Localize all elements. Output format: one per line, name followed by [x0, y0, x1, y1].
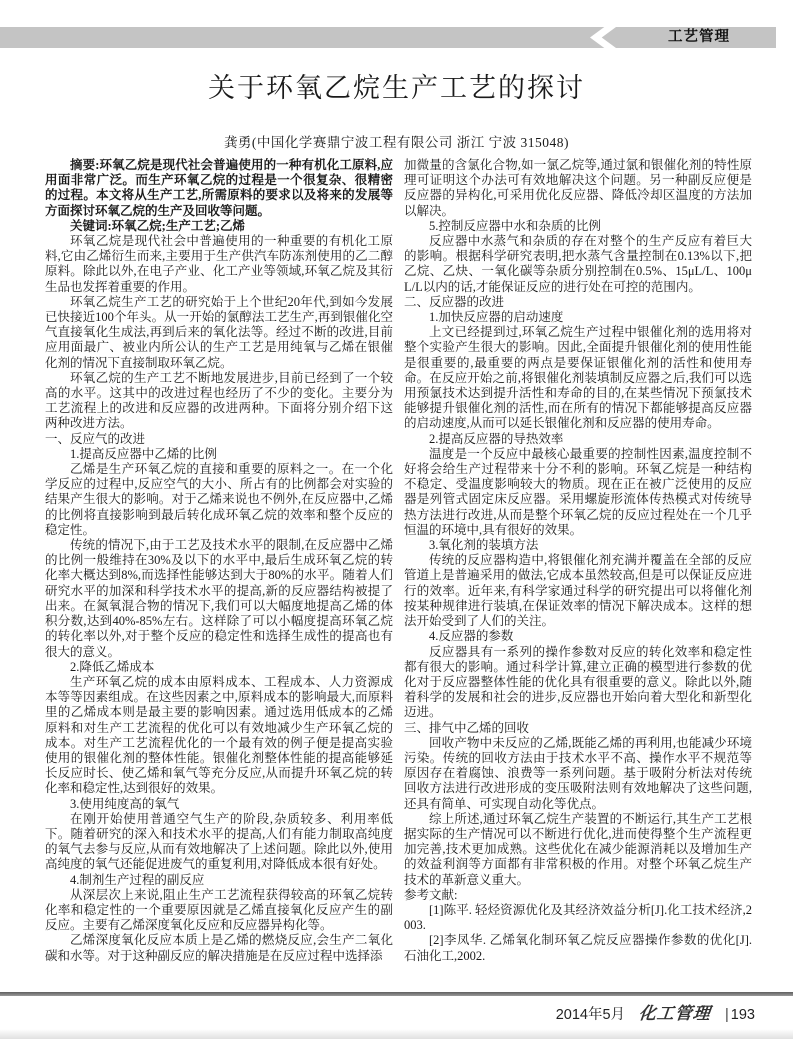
paragraph: 上文已经提到过,环氧乙烷生产过程中银催化剂的选用将对整个实验产生很大的影响。因此,全面提升银催化剂的使用性能是很重要的,最重要的两点是要保证银催化剂的活性和使用寿命。在反应开始之前,将银催化剂装填制反应器之后,我们可以选用预氯技术达到提升活性和寿命的目的,在某些情况下预氯技术能够提升银催化剂的活性,而在所有的情况下都能够提高反应器的启动速度,从而可以延长银催化剂和反应器的使用寿命。 [404, 325, 752, 431]
page-number-group [725, 1007, 755, 1023]
left-column [45, 158, 393, 964]
paragraph: 乙烯是生产环氧乙烷的直接和重要的原料之一。在一个化学反应的过程中,反应空气的大小、所占有的比例都会对实验的结果产生很大的影响。对于乙烯来说也不例外,在反应器中,乙烯的比例将直接影响到最后转化成环氧乙烷的效率和整个反应的稳定性。 [45, 462, 393, 537]
footer-date: 2014年5月 [555, 1007, 626, 1023]
paragraph: 加微量的含氯化合物,如一氯乙烷等,通过氯和银催化剂的特性原理可证明这个办法可有效地解决这个问题。另一种副反应便是反应器的异构化,可采用优化反应器、降低冷却区温度的方法加以解决。 [404, 158, 752, 218]
paragraph: 反应器中水蒸气和杂质的存在对整个的生产反应有着巨大的影响。根据科学研究表明,把水蒸气含量控制在0.13%以下,把乙烷、乙炔、一氧化碳等杂质分别控制在0.5%、15μL/L、100μL/L以内的话,才能保证反应的进行处在可控的范围内。 [404, 234, 752, 294]
paragraph: 温度是一个反应中最核心最重要的控制性因素,温度控制不好将会给生产过程带来十分不利的影响。环氧乙烷是一种结构不稳定、受温度影响较大的物质。现在正在被广泛使用的反应器是列管式固定床反应器。采用螺旋形流体传热模式对传统导热方法进行改进,从而是整个环氧乙烷的反应过程处在一个几乎恒温的环境中,具有很好的效果。 [404, 446, 752, 537]
subsection-heading: 4.制剂生产过程的副反应 [70, 872, 205, 887]
paragraph: 在刚开始使用普通空气生产的阶段,杂质较多、利用率低下。随着研究的深入和技术水平的提高,人们有能力制取高纯度的氧气去参与反应,从而有效地解决了上述问题。除此以外,使用高纯度的氧气还能促进废气的重复利用,对降低成本很有好处。 [45, 811, 393, 872]
footer-separator: | [725, 1007, 729, 1023]
page-footer [556, 999, 755, 1024]
paragraph: 综上所述,通过环氧乙烷生产装置的不断运行,其生产工艺根据实际的生产情况可以不断进行优化,进而使得整个生产流程更加完善,技术更加成熟。这些优化在减少能源消耗以及增加生产的效益利润等方面都有非常积极的作用。对整个环氧乙烷生产技术的革新意义重大。 [404, 811, 752, 887]
subsection-heading: 1.提高反应器中乙烯的比例 [70, 446, 217, 461]
section-heading: 三、排气中乙烯的回收 [404, 720, 530, 735]
header-bar [0, 27, 776, 48]
subsection-heading: 3.氧化剂的装填方法 [429, 538, 539, 553]
reference-item: [1]陈平. 轻烃资源优化及其经济效益分析[J].化工技术经济,2003. [404, 902, 752, 933]
subsection-heading: 1.加快反应器的启动速度 [429, 310, 564, 325]
category-label: 工艺管理 [668, 29, 730, 45]
article-body [45, 158, 752, 964]
subsection-heading: 4.反应器的参数 [429, 629, 514, 644]
paragraph: 环氧乙烷的生产工艺不断地发展进步,目前已经到了一个较高的水平。这其中的改进过程也经历了不少的变化。主要分为工艺流程上的改进和反应器的改进两种。下面将分别介绍下这两种改进方法。 [45, 370, 393, 431]
paragraph: 生产环氧乙烷的成本由原料成本、工程成本、人力资源成本等等因素组成。在这些因素之中,原料成本的影响最大,而原料里的乙烯成本则是最主要的影响因素。通过选用低成本的乙烯原料和对生产工艺流程的优化可以有效地减少生产环氧乙烷的成本。对生产工艺流程优化的一个最有效的例子便是提高实验使用的银催化剂的整体性能。银催化剂整体性能的提高能够延长反应时长、使乙烯和氧气等充分反应,从而提升环氧乙烷的转化率和稳定性,达到很好的效果。 [45, 674, 393, 796]
paragraph: 传统的反应器构造中,将银催化剂充满并覆盖在全部的反应管道上是普遍采用的做法,它成本虽然较高,但是可以保证反应进行的效率。近年来,有科学家通过科学的研究提出可以将催化剂按某种规律进行装填,在保证效率的情况下解决成本。这样的想法开始受到了人们的关注。 [404, 553, 752, 629]
journal-name-logo: 化工管理 [637, 1004, 712, 1023]
section-heading: 参考文献: [404, 887, 458, 902]
paragraph: 回收产物中未反应的乙烯,既能乙烯的再利用,也能减少环境污染。传统的回收方法由于技术水平不高、操作水平不规范等原因存在着腐蚀、浪费等一系列问题。基于吸附分析法对传统回收方法进行改进形成的变压吸附法则有效地解决了这些问题,还具有简单、可实现自动化等优点。 [404, 735, 752, 811]
page-number: 193 [730, 1007, 755, 1023]
paragraph: 传统的情况下,由于工艺及技术水平的限制,在反应器中乙烯的比例一般维持在30%及以下的水平中,最后生成环氧乙烷的转化率大概达到8%,而选择性能够达到大于80%的水平。随着人们研究水平的加深和科学技术水平的提高,新的反应器结构被提了出来。在氮氧混合物的情况下,我们可以大幅度地提高乙烯的体积分数,达到40%-85%左右。这样除了可以小幅度提高环氧乙烷的转化率以外,对于整个反应的稳定性和选择生成性的提高也有很大的意义。 [45, 538, 393, 659]
paragraph: 乙烯深度氧化反应本质上是乙烯的燃烧反应,会生产二氧化碳和水等。对于这种副反应的解决措施是在反应过程中选择添 [45, 933, 393, 963]
paragraph: 环氧乙烷是现代社会中普遍使用的一种重要的有机化工原料,它由乙烯衍生而来,主要用于生产供汽车防冻剂使用的乙二醇原料。除此以外,在电子产业、化工产业等领域,环氧乙烷及其衍生品也发挥着重要的作用。 [45, 234, 393, 294]
subsection-heading: 3.使用纯度高的氧气 [70, 796, 180, 811]
section-heading: 一、反应气的改进 [45, 431, 146, 446]
article-title: 关于环氧乙烷生产工艺的探讨 [208, 73, 585, 103]
paragraph: 从深层次上来说,阻止生产工艺流程获得较高的环氧乙烷转化率和稳定性的一个重要原因就是乙烯直接氧化反应产生的副反应。主要有乙烯深度氧化反应和反应器异构化等。 [45, 887, 393, 933]
chevron-left-icon [590, 27, 616, 48]
keywords-line: 关键词:环氧乙烷;生产工艺;乙烯 [70, 218, 245, 233]
abstract-paragraph: 摘要:环氧乙烷是现代社会普遍使用的一种有机化工原料,应用面非常广泛。而生产环氧乙烷的过程是一个很复杂、很精密的过程。本文将从生产工艺,所需原料的要求以及将来的发展等方面探讨环氧乙烷的生产及回收等问题。 [45, 158, 393, 218]
paragraph: 环氧乙烷生产工艺的研究始于上个世纪20年代,到如今发展已快接近100个年头。从一开始的氯醇法工艺生产,再到银催化空气直接氧化生成法,再到后来的氧化法等。经过不断的改进,目前应用面最广、被业内所公认的生产工艺是用纯氧与乙烯在银催化剂的情况下直接制取环氧乙烷。 [45, 294, 393, 370]
subsection-heading: 2.提高反应器的导热效率 [429, 431, 564, 446]
author-line: 龚勇(中国化学赛鼎宁波工程有限公司 浙江 宁波 315048) [223, 135, 570, 150]
footer-divider [0, 992, 793, 996]
section-heading: 二、反应器的改进 [404, 294, 505, 309]
paragraph: 反应器具有一系列的操作参数对反应的转化效率和稳定性都有很大的影响。通过科学计算,建立正确的模型进行参数的优化对于反应器整体性能的优化具有很重要的意义。除此以外,随着科学的发展和社会的进步,反应器也开始向着大型化和新型化迈进。 [404, 644, 752, 720]
subsection-heading: 2.降低乙烯成本 [70, 659, 155, 674]
subsection-heading: 5.控制反应器中水和杂质的比例 [429, 218, 601, 233]
right-column [404, 158, 752, 964]
reference-item: [2]李凤华. 乙烯氧化制环氧乙烷反应器操作参数的优化[J].石油化工,2002. [404, 933, 752, 963]
